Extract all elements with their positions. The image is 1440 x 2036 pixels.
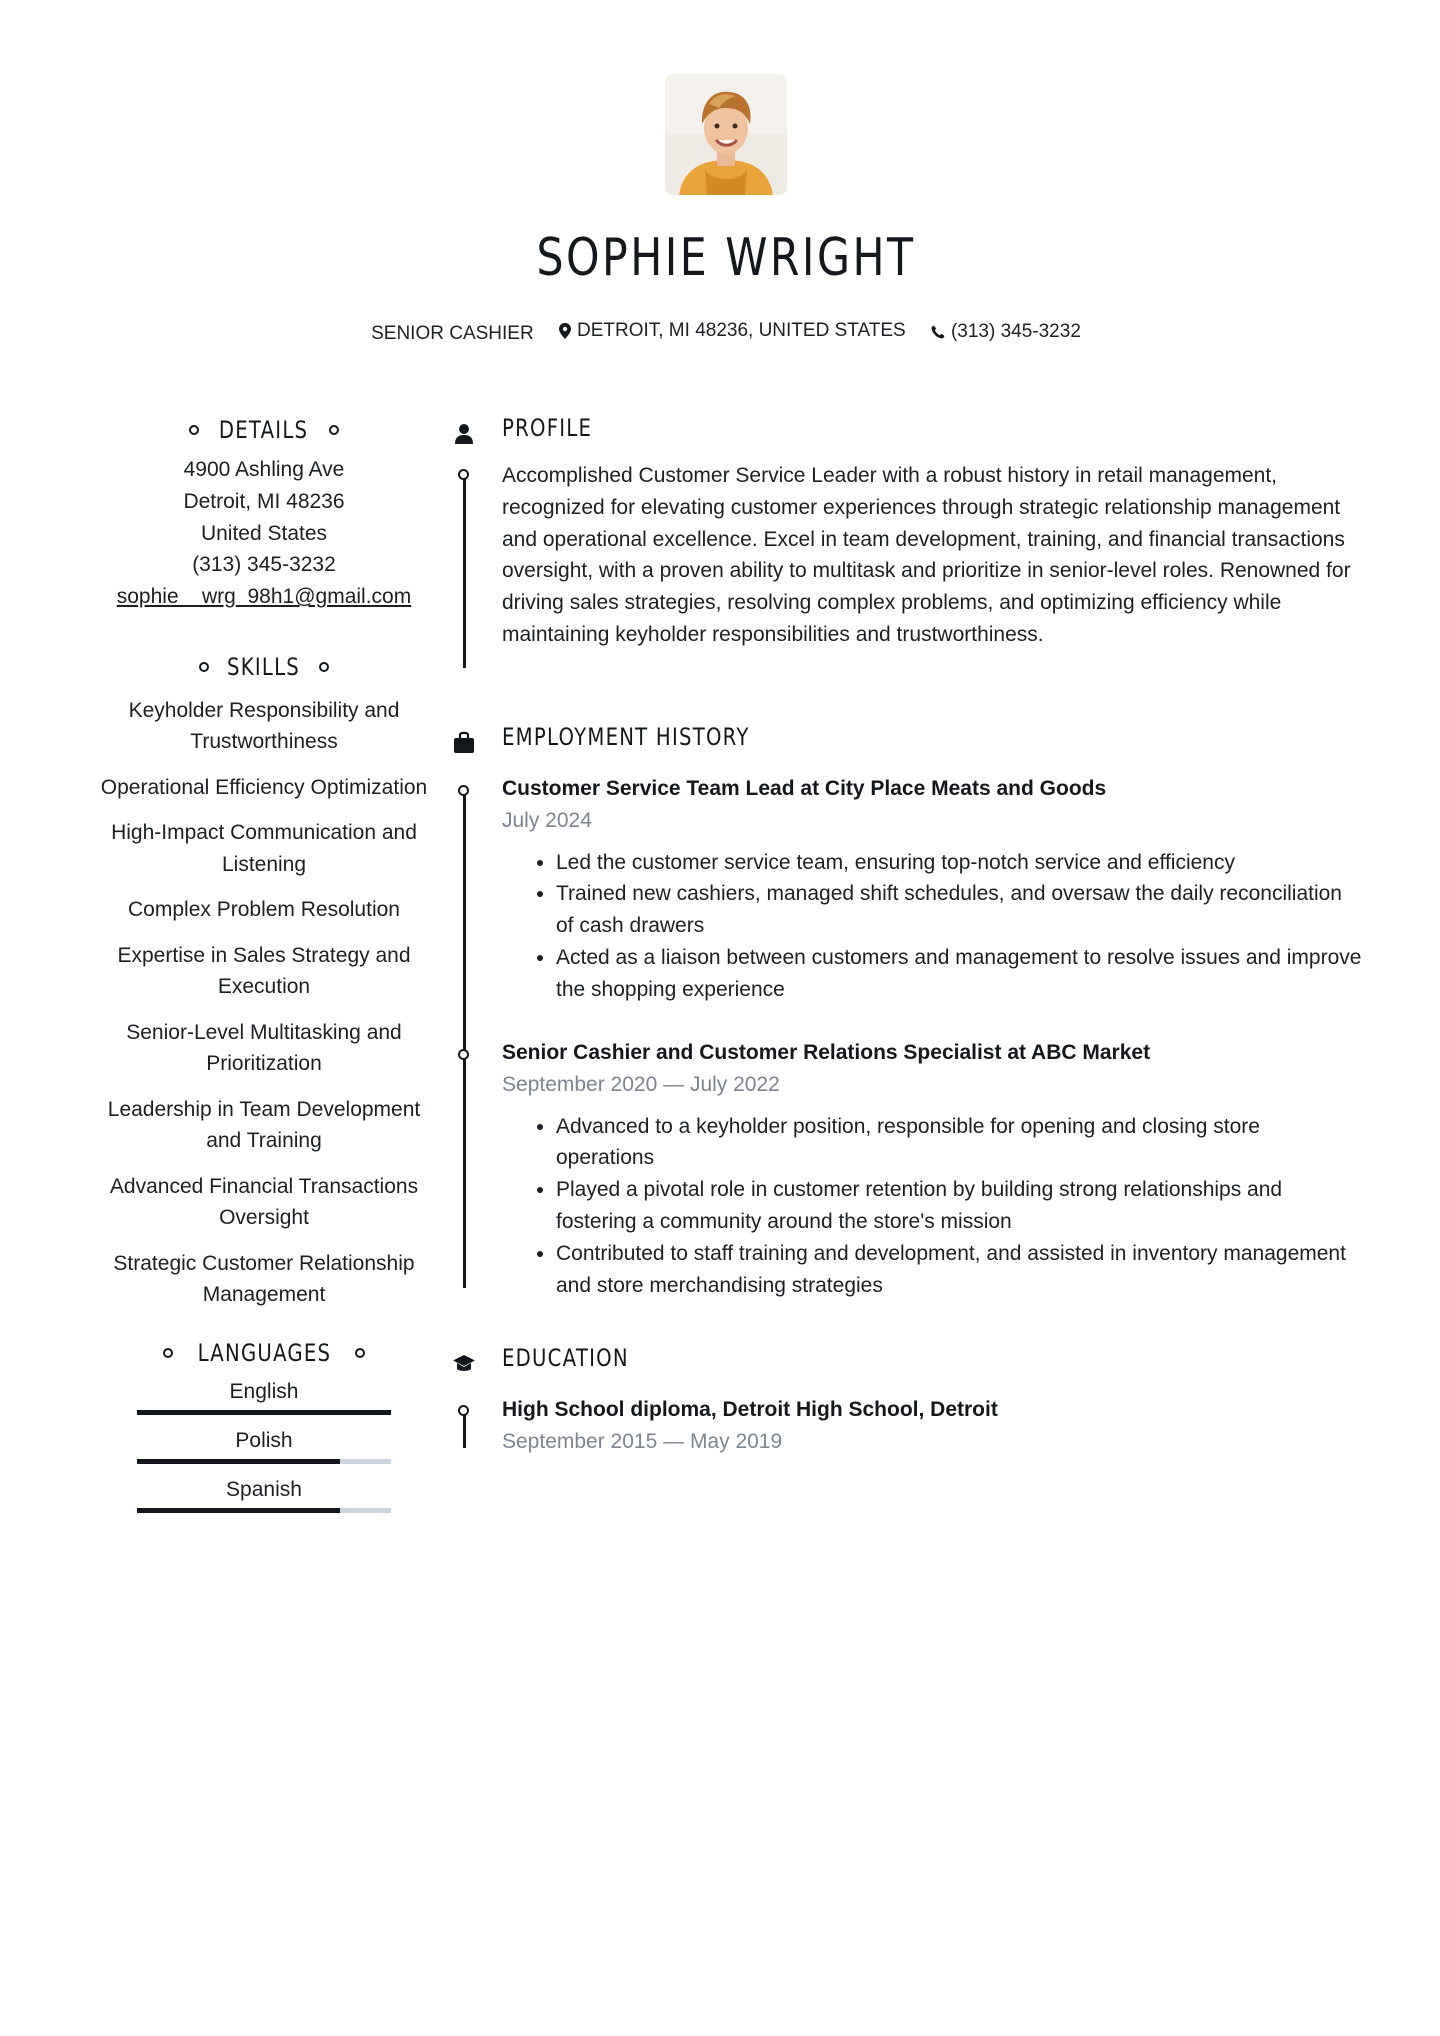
employment-heading: EMPLOYMENT HISTORY <box>502 723 750 751</box>
skills-list <box>92 695 436 1311</box>
heading-dot-icon <box>189 425 199 435</box>
location-text: DETROIT, MI 48236, UNITED STATES <box>576 320 906 341</box>
left-column <box>92 410 436 1524</box>
job-entry <box>502 773 1362 1006</box>
language-level-bar <box>137 1459 391 1464</box>
skill-item: Expertise in Sales Strategy and Execution <box>117 943 411 999</box>
job-title <box>371 323 534 345</box>
languages-list <box>92 1377 436 1513</box>
job-bullets <box>502 1111 1362 1302</box>
heading-dot-icon <box>163 1348 173 1358</box>
phone-text: (313) 345-3232 <box>950 321 1081 342</box>
candidate-name: SOPHIE WRIGHT <box>536 228 916 288</box>
job-title-text: SENIOR CASHIER <box>371 323 534 344</box>
heading-dot-icon <box>319 662 329 672</box>
phone-icon <box>931 325 945 339</box>
location-pin-icon <box>559 323 571 339</box>
education-dates: September 2015 — May 2019 <box>502 1429 783 1453</box>
timeline-line <box>463 790 466 1288</box>
language-name: English <box>229 1379 299 1403</box>
job-dates: July 2024 <box>502 808 592 832</box>
language-item <box>92 1426 436 1464</box>
details-phone: (313) 345-3232 <box>192 553 336 577</box>
details-heading: DETAILS <box>92 410 436 450</box>
job-bullet: • Trained new cashiers, managed shift schedules, and oversaw the daily reconciliation of cash drawers <box>556 878 1362 942</box>
language-name: Polish <box>235 1428 293 1452</box>
timeline-node <box>458 1405 469 1416</box>
job-bullet: • Acted as a liaison between customers and management to resolve issues and improve the shopping experience <box>556 942 1362 1006</box>
phone <box>931 321 1081 343</box>
timeline-node <box>458 469 469 480</box>
education-entry <box>502 1394 1362 1458</box>
heading-dot-icon <box>329 425 339 435</box>
profile-text: Accomplished Customer Service Leader with a robust history in retail management, recognized for elevating customer experiences through strategic relationship management and operational excellence. Excel in team development, training, and financial transactions oversight, with a proven ability to multitask and prioritize in senior-level roles. Renowned for driving sales strategies, resolving complex problems, and optimizing efficiency while maintaining keyholder responsibilities and trustworthiness. <box>502 464 1351 646</box>
address-line2: Detroit, MI 48236 <box>183 489 345 513</box>
job-title: Senior Cashier and Customer Relations Specialist at ABC Market <box>502 1041 1151 1064</box>
skill-item: Complex Problem Resolution <box>128 898 400 922</box>
profile-heading: PROFILE <box>502 414 593 442</box>
languages-heading: LANGUAGES <box>92 1333 436 1373</box>
profile-photo <box>665 74 787 195</box>
job-title: Customer Service Team Lead at City Place Meats and Goods <box>502 777 1107 800</box>
timeline-node <box>458 785 469 796</box>
skill-item: Operational Efficiency Optimization <box>100 775 428 799</box>
heading-dot-icon <box>199 662 209 672</box>
person-icon <box>452 422 476 446</box>
job-bullet: • Contributed to staff training and development, and assisted in inventory management and store merchandising strategies <box>556 1238 1362 1302</box>
address-country: United States <box>200 521 328 545</box>
email-link[interactable]: sophie__wrg_98h1@gmail.com <box>116 585 412 609</box>
address-line1: 4900 Ashling Ave <box>183 458 345 481</box>
language-item <box>92 1377 436 1415</box>
heading-dot-icon <box>355 1348 365 1358</box>
job-entry <box>502 1037 1362 1301</box>
language-name: Spanish <box>226 1477 302 1501</box>
job-bullet: • Led the customer service team, ensuring top-notch service and efficiency <box>556 847 1362 879</box>
skills-heading: SKILLS <box>92 647 436 687</box>
timeline-node <box>458 1049 469 1060</box>
job-bullets <box>502 847 1362 1006</box>
language-item <box>92 1475 436 1513</box>
job-dates: September 2020 — July 2022 <box>502 1072 780 1096</box>
graduation-cap-icon <box>452 1352 476 1376</box>
language-level-fill <box>137 1459 340 1464</box>
skill-item: Strategic Customer Relationship Management <box>113 1251 415 1307</box>
language-level-bar <box>137 1508 391 1513</box>
language-level-fill <box>137 1410 391 1415</box>
skill-item: High-Impact Communication and Listening <box>111 821 417 876</box>
skill-item: Keyholder Responsibility and Trustworthiness <box>128 698 400 754</box>
job-bullet: • Played a pivotal role in customer retention by building strong relationships and fostering a community around the store's mission <box>556 1174 1362 1238</box>
header-subline <box>0 320 1440 345</box>
job-bullet: • Advanced to a keyholder position, responsible for opening and closing store operations <box>556 1111 1362 1175</box>
timeline-line <box>463 472 466 668</box>
education-title: High School diploma, Detroit High School, Detroit <box>502 1398 998 1421</box>
location <box>559 320 906 342</box>
details-block <box>92 454 436 613</box>
language-level-fill <box>137 1508 340 1513</box>
skill-item: Leadership in Team Development and Training <box>107 1097 421 1153</box>
language-level-bar <box>137 1410 391 1415</box>
skill-item: Advanced Financial Transactions Oversight <box>109 1174 419 1230</box>
skill-item: Senior-Level Multitasking and Prioritization <box>126 1020 402 1076</box>
briefcase-icon <box>452 731 476 755</box>
education-heading: EDUCATION <box>502 1344 629 1372</box>
